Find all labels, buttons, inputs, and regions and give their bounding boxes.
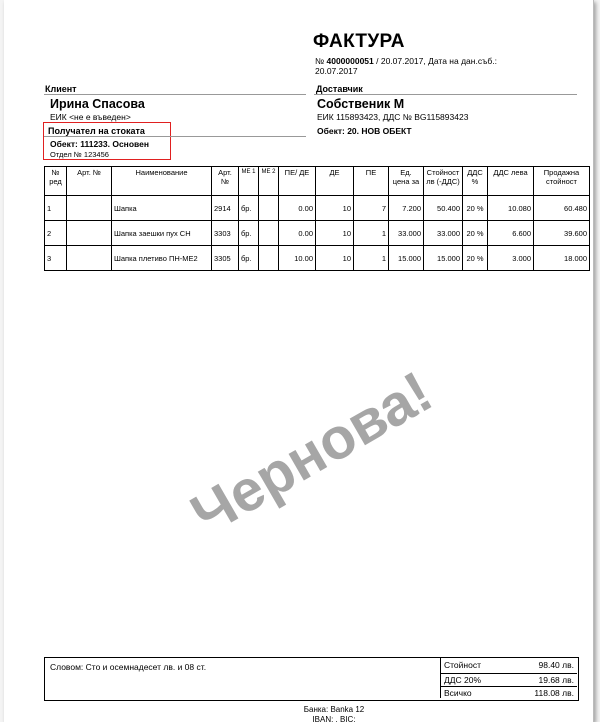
cell: 10.00 — [279, 246, 316, 271]
recipient-label: Получател на стоката — [48, 126, 145, 136]
invoice-page — [4, 0, 594, 722]
cell: бр. — [239, 196, 259, 221]
col-header: Арт. № — [67, 167, 112, 196]
bank-info — [274, 705, 394, 722]
col-header: ДЕ — [316, 167, 354, 196]
cell — [67, 196, 112, 221]
col-header: ДДС лева — [488, 167, 534, 196]
total-value: 118.08 лв. — [534, 688, 574, 698]
cell: 20 % — [463, 221, 488, 246]
cell: 20 % — [463, 196, 488, 221]
cell: 3305 — [212, 246, 239, 271]
table-row — [45, 196, 590, 221]
cell: 18.000 — [534, 246, 590, 271]
invoice-number: 4000000051 — [326, 56, 374, 66]
client-divider — [44, 94, 306, 95]
supplier-eik: ЕИК 115893423, ДДС № BG115893423 — [317, 112, 469, 122]
cell: 1 — [45, 196, 67, 221]
cell: 0.00 — [279, 196, 316, 221]
cell: 7.200 — [389, 196, 424, 221]
cell: 3 — [45, 246, 67, 271]
cell: 15.000 — [424, 246, 463, 271]
cell: 50.400 — [424, 196, 463, 221]
cell: 6.600 — [488, 221, 534, 246]
col-header: МЕ 1 — [239, 167, 259, 196]
total-label: Всичко — [444, 688, 472, 698]
col-header: Ед. цена за — [389, 167, 424, 196]
client-name: Ирина Спасова — [50, 97, 145, 111]
recipient-divider — [44, 136, 306, 137]
total-row-sum — [444, 688, 574, 700]
col-header: № ред — [45, 167, 67, 196]
col-header: ПЕ/ ДЕ — [279, 167, 316, 196]
client-eik: ЕИК <не е въведен> — [50, 112, 131, 122]
cell: Шапка плетиво ПН-МЕ2 — [112, 246, 212, 271]
cell: 10.080 — [488, 196, 534, 221]
invoice-number-prefix: № — [315, 56, 327, 66]
cell — [67, 246, 112, 271]
cell: бр. — [239, 246, 259, 271]
table-row — [45, 246, 590, 271]
col-header: Арт. № — [212, 167, 239, 196]
col-header: ДДС % — [463, 167, 488, 196]
bank-iban: IBAN: , BIC: — [312, 715, 356, 722]
cell: 33.000 — [389, 221, 424, 246]
recipient-object: Обект: 111233. Основен — [50, 139, 149, 149]
cell: 10 — [316, 196, 354, 221]
cell: бр. — [239, 221, 259, 246]
invoice-tax-date: 20.07.2017 — [315, 66, 358, 76]
cell: 3303 — [212, 221, 239, 246]
cell: 20 % — [463, 246, 488, 271]
cell: 15.000 — [389, 246, 424, 271]
table-header-row — [45, 167, 590, 196]
cell: 0.00 — [279, 221, 316, 246]
cell — [259, 221, 279, 246]
supplier-object: Обект: 20. НОВ ОБЕКТ — [317, 126, 412, 136]
cell: 1 — [354, 246, 389, 271]
total-value: 98.40 лв. — [538, 660, 574, 670]
col-header: Стойност лв (-ДДС) — [424, 167, 463, 196]
cell — [259, 196, 279, 221]
client-label: Клиент — [45, 84, 77, 94]
draft-watermark: Чернова! — [180, 359, 443, 548]
cell: Шапка заешки пух СН — [112, 221, 212, 246]
cell: 33.000 — [424, 221, 463, 246]
col-header: Продажна стойност — [534, 167, 590, 196]
totals-divider — [440, 686, 577, 687]
cell — [67, 221, 112, 246]
cell: 2914 — [212, 196, 239, 221]
recipient-department: Отдел № 123456 — [50, 150, 109, 159]
supplier-name: Собственик М — [317, 97, 405, 111]
invoice-date: / 20.07.2017, Дата на дан.съб.: — [373, 56, 497, 66]
amount-in-words: Словом: Сто и осемнадесет лв. и 08 ст. — [50, 662, 207, 672]
cell: Шапка — [112, 196, 212, 221]
total-value: 19.68 лв. — [538, 675, 574, 685]
cell: 3.000 — [488, 246, 534, 271]
cell: 10 — [316, 246, 354, 271]
invoice-title: ФАКТУРА — [313, 31, 405, 52]
col-header: ПЕ — [354, 167, 389, 196]
items-table — [44, 166, 590, 271]
supplier-divider — [314, 94, 577, 95]
cell: 10 — [316, 221, 354, 246]
cell: 1 — [354, 221, 389, 246]
invoice-number-line — [315, 56, 555, 76]
table-row — [45, 221, 590, 246]
cell: 60.480 — [534, 196, 590, 221]
cell: 39.600 — [534, 221, 590, 246]
col-header: МЕ 2 — [259, 167, 279, 196]
cell — [259, 246, 279, 271]
bank-name: Банка: Banka 12 — [303, 705, 365, 714]
supplier-label: Доставчик — [316, 84, 363, 94]
col-header: Наименование — [112, 167, 212, 196]
total-label: Стойност — [444, 660, 481, 670]
total-row-value — [444, 660, 574, 672]
cell: 2 — [45, 221, 67, 246]
totals-divider — [440, 673, 577, 674]
cell: 7 — [354, 196, 389, 221]
total-label: ДДС 20% — [444, 675, 482, 685]
